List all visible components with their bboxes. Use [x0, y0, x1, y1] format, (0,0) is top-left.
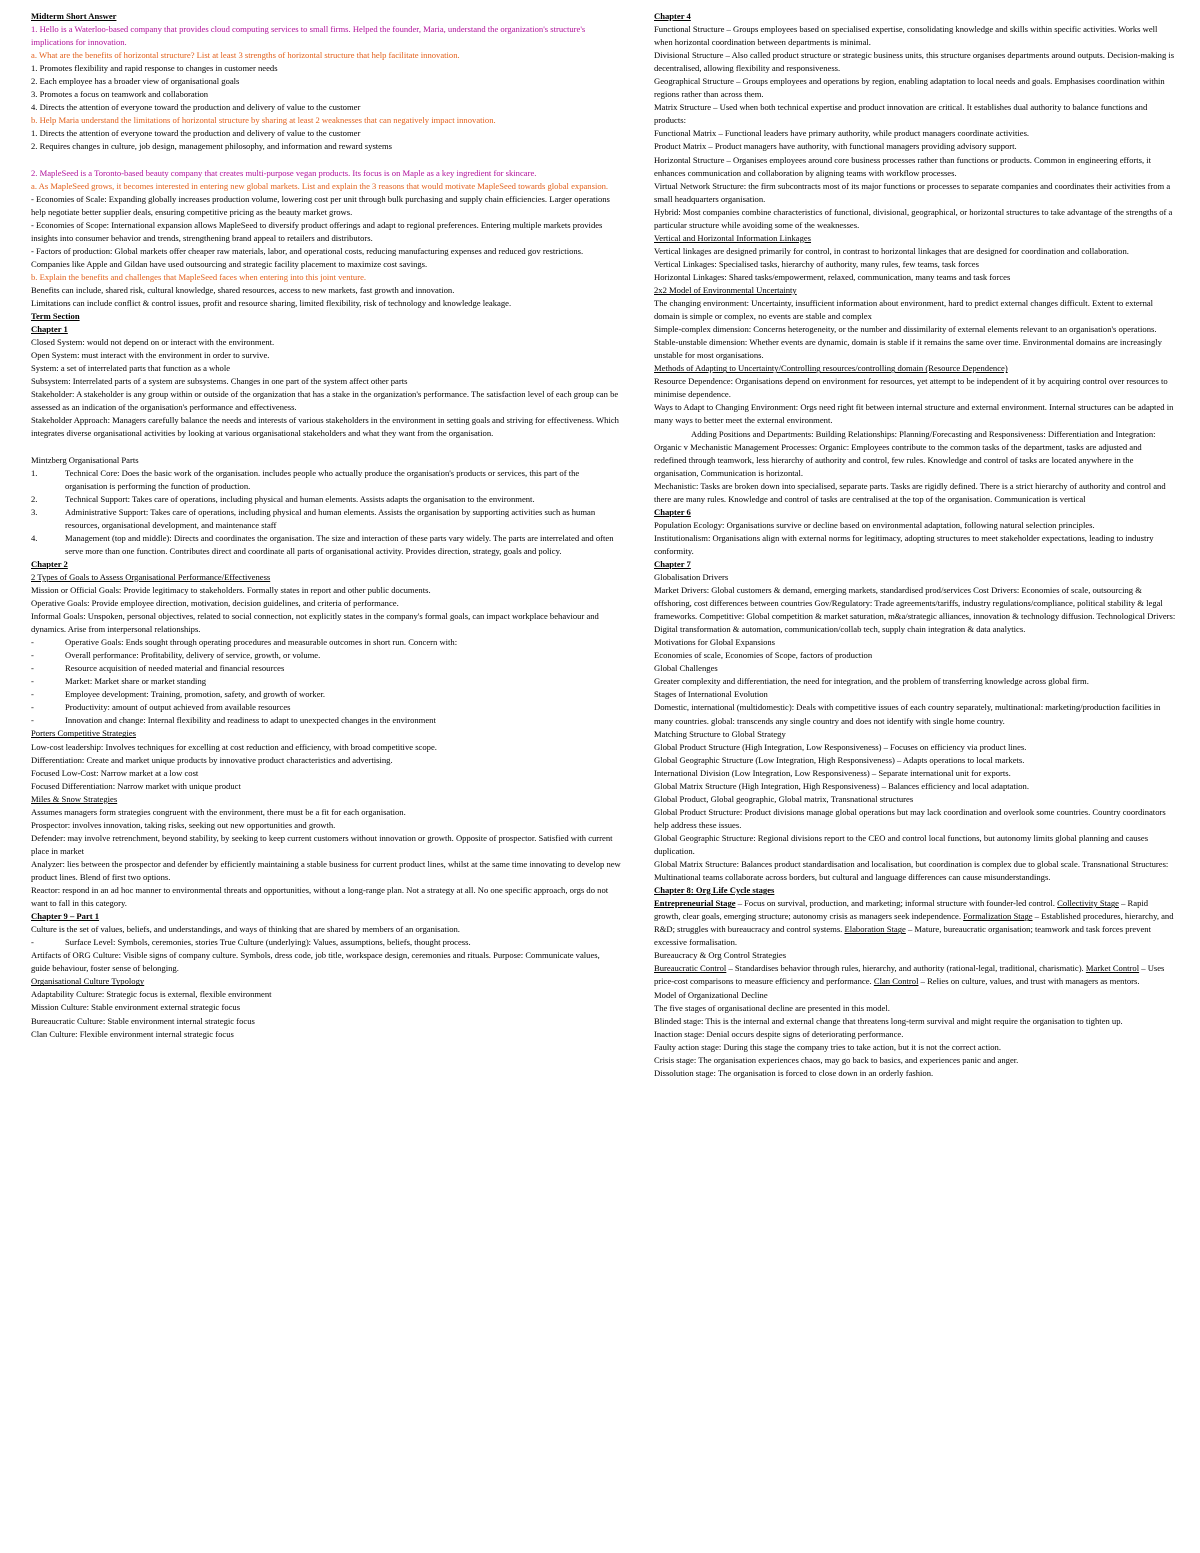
chapter-8-heading: Chapter 8: Org Life Cycle stages	[654, 885, 775, 896]
chapter-1-heading: Chapter 1	[31, 324, 68, 335]
ch1-line: Subsystem: Interrelated parts of a system are subsystems. Changes in one part of the system affect other parts	[31, 376, 408, 387]
bullet-text: Innovation and change: Internal flexibility and readiness to adapt to unexpected changes in the environment	[65, 715, 436, 726]
decline-line: Dissolution stage: The organisation is forced to close down in an orderly fashion.	[654, 1067, 934, 1078]
decline-line: Blinded stage: This is the internal and external change that threatens long-term survival and might require the organisation to tighten up.	[654, 1015, 1123, 1026]
ch7-line: Market Drivers: Global customers & demand, emerging markets, standardised prod/services Cost Drivers: Economies of scale, outsourcing & offshoring, cost differences between countries Gov/Regulatory: Trade agreements/tariffs, industry regulations/compliance, political stability & legal frameworks. Competitive: Global competition & market saturation, m&a/strategic alliances, innovation & technology diffusion. Technological Drivers: Digital transformation & automation, communication/collab tech, supply chain integration & data analytics.	[654, 585, 1176, 635]
list-number: 2.	[31, 493, 38, 504]
mechanistic-line: Mechanistic: Tasks are broken down into specialised, separate parts. Tasks are rigidly defined. There is a strict hierarchy of authority and control and there are many rules. Knowledge and control of tasks are centralised at the top of the organisation. Communication is vertical	[654, 480, 1166, 504]
mintzberg-item	[31, 506, 621, 532]
ch7-line: Global Geographic Structure (Low Integration, High Responsiveness) – Adapts operations to local markets.	[654, 754, 1025, 765]
ch4-line: Virtual Network Structure: the firm subcontracts most of its major functions or processes to separate companies and coordinates their activities from a small headquarters organisation.	[654, 180, 1171, 204]
stage-text: – Established procedures, hierarchy, and R&D; struggles with bureaucracy and control systems.	[654, 911, 1174, 935]
linkages-line: Horizontal Linkages: Shared tasks/empowerment, relaxed, communication, many teams and task forces	[654, 271, 1011, 282]
typology-line: Adaptability Culture: Strategic focus is external, flexible environment	[31, 989, 272, 1000]
porter-title: Porters Competitive Strategies	[31, 728, 137, 739]
ch1-line: Closed System: would not depend on or interact with the environment.	[31, 337, 275, 348]
question-2b: b. Explain the benefits and challenges that MapleSeed faces when entering into this joint venture.	[31, 271, 367, 282]
ch1-line: Open System: must interact with the environment in order to survive.	[31, 350, 270, 361]
ch8-stages	[654, 897, 1176, 949]
answer-2a-3: - Factors of production: Global markets offer cheaper raw materials, labor, and operational costs, reducing manufacturing expenses and reduced gov restrictions. Companies like Apple and Gildan have used outsourcing and strategic facility placement to maximize cost savings.	[31, 245, 584, 269]
ch4-line: Functional Structure – Groups employees based on specialised expertise, consolidating knowledge and skills within specific activities. Works well when horizontal coordination between departments is minimal.	[654, 24, 1158, 48]
stage-collectivity: Collectivity Stage	[1057, 898, 1119, 909]
ch4-line: Horizontal Structure – Organises employees around core business processes rather than functions or products. Common in engineering efforts, it enhances communication and collaboration by aligning teams with workflow processes.	[654, 154, 1152, 178]
ch2-line: Mission or Official Goals: Provide legitimacy to stakeholders. Formally states in report and other public documents.	[31, 584, 431, 595]
control-text: – Relies on culture, values, and trust with managers as mentors.	[918, 976, 1140, 987]
ch1-line: Stakeholder: A stakeholder is any group within or outside of the organization that has a stake in the organization's performance. The satisfaction level of each group can be assessed as an indication of the organisation's performance and effectiveness.	[31, 389, 619, 413]
decline-line: Faulty action stage: During this stage the company tries to take action, but it is not the correct action.	[654, 1041, 1002, 1052]
ch7-line: Matching Structure to Global Strategy	[654, 728, 786, 739]
linkages-line: Vertical Linkages: Specialised tasks, hierarchy of authority, many rules, few teams, task forces	[654, 258, 979, 269]
miles-line: Reactor: respond in an ad hoc manner to environmental threats and opportunities, without a long-range plan. Not a strategy at all. No one specific approach, orgs do not want to fall in this category.	[31, 885, 609, 909]
ch7-line: Greater complexity and differentiation, the need for integration, and the problem of transferring knowledge across global firm.	[654, 676, 1089, 687]
ch2-subheading: 2 Types of Goals to Assess Organisational Performance/Effectiveness	[31, 571, 271, 582]
bullet-text: Market: Market share or market standing	[65, 676, 207, 687]
question-1a: a. What are the benefits of horizontal structure? List at least 3 strengths of horizontal structure that help facilitate innovation.	[31, 50, 460, 61]
chapter-4-heading: Chapter 4	[654, 11, 691, 21]
mintzberg-item	[31, 532, 621, 558]
answer-2a-1: - Economies of Scale: Expanding globally increases production volume, lowering cost per unit through bulk purchasing and supply chain efficiencies. Larger operations help negotiate better supplier deals, ensuring competitive pricing as the beauty market grows.	[31, 193, 610, 217]
mintzberg-item	[31, 493, 621, 506]
mintzberg-item	[31, 467, 621, 493]
answer-2b-1: Benefits can include, shared risk, cultural knowledge, shared resources, access to new markets, fast growth and innovation.	[31, 284, 455, 295]
ch4-line: Hybrid: Most companies combine characteristics of functional, divisional, geographical, or horizontal structures to take advantage of the strengths of a particular structure while avoiding some of the weaknesses.	[654, 206, 1173, 230]
methods-title: Methods of Adapting to Uncertainty/Controlling resources/controlling domain (Resource Dependence)	[654, 363, 1008, 374]
left-column	[31, 10, 621, 1041]
answer-1a-4: 4. Directs the attention of everyone toward the production and delivery of value to the customer	[31, 102, 361, 113]
miles-line: Analyzer: lies between the prospector and defender by efficiently maintaining a stable business for current product lines, whilst at the same time innovating to develop new product lines. Blend of first two options.	[31, 858, 621, 882]
answer-1a-3: 3. Promotes a focus on teamwork and collaboration	[31, 89, 209, 100]
ch4-line: Geographical Structure – Groups employees and operations by region, enabling adaptation to local needs and goals. Emphasises coordination within regions rather than across them.	[654, 76, 1165, 100]
stage-elaboration: Elaboration Stage	[844, 924, 906, 935]
bullet-text: Resource acquisition of needed material and financial resources	[65, 663, 285, 674]
control-strategies	[654, 962, 1176, 988]
bullet-text: Operative Goals: Ends sought through operating procedures and measurable outcomes in short run. Concern with:	[65, 637, 458, 648]
ch9-line: Culture is the set of values, beliefs, and understandings, and ways of thinking that are shared by members of an organisation.	[31, 924, 460, 935]
ch7-line: Domestic, international (multidomestic): Deals with competitive issues of each country separately, multinational: marketing/production facilities in many countries. global: transcends any single country and does not identify with single home country.	[654, 702, 1161, 726]
chapter-9-heading: Chapter 9 – Part 1	[31, 911, 100, 922]
linkages-line: Vertical linkages are designed primarily for control, in contrast to horizontal linkages that are designed for coordination and collaboration.	[654, 245, 1129, 256]
ch1-line: System: a set of interrelated parts that function as a whole	[31, 363, 231, 374]
ch9-artifacts: Artifacts of ORG Culture: Visible signs of company culture. Symbols, dress code, job title, workspace design, ceremonies and rituals. Purpose: Communicate values, guide behaviour, foster sense of belonging.	[31, 950, 600, 974]
ch7-line: Global Geographic Structure: Regional divisions report to the CEO and control local functions, but autonomy limits global planning and causes duplication.	[654, 832, 1149, 856]
ch7-line: Globalisation Drivers	[654, 572, 729, 583]
clan-control: Clan Control	[873, 976, 919, 987]
ch7-line: Global Product Structure: Product divisions manage global operations but may lack coordination and overlook some countries. Country coordinators help address these issues.	[654, 806, 1166, 830]
list-text: Technical Support: Takes care of operations, including physical and human elements. Assists adapts the organisation to the environment.	[65, 493, 535, 504]
methods-line: Resource Dependence: Organisations depend on environment for resources, yet attempt to be independent of it by acquiring control over resources to minimise dependence.	[654, 376, 1168, 400]
ch2-line: Informal Goals: Unspoken, personal objectives, related to social connection, not explicitly states in the company's formal goals, can impact workplace behaviour and dynamics. Arise from interpersonal relationships.	[31, 611, 599, 635]
right-column	[654, 10, 1176, 1080]
answer-2b-2: Limitations can include conflict & control issues, profit and resource sharing, limited flexibility, risk of technology and knowledge leakage.	[31, 297, 512, 308]
market-control: Market Control	[1085, 963, 1140, 974]
ch4-line: Functional Matrix – Functional leaders have primary authority, while product managers coordinate activities.	[654, 128, 1030, 139]
list-number: 3.	[31, 506, 38, 517]
ch7-line: Stages of International Evolution	[654, 689, 768, 700]
decline-line: The five stages of organisational decline are presented in this model.	[654, 1002, 890, 1013]
ch7-line: Global Challenges	[654, 663, 718, 674]
methods-line: Ways to Adapt to Changing Environment: Orgs need right fit between internal structure and external environment. Internal structures can be adapted in many ways to better meet the external environment.	[654, 402, 1174, 426]
typology-line: Mission Culture: Stable environment external strategic focus	[31, 1002, 241, 1013]
answer-1b-2: 2. Requires changes in culture, job design, management philosophy, and information and reward systems	[31, 141, 393, 152]
methods-indent: Adding Positions and Departments: Building Relationships: Planning/Forecasting and Responsiveness: Differentiation and Integration:	[691, 428, 1156, 439]
uncertainty-line: The changing environment: Uncertainty, insufficient information about environment, hard to predict external changes difficult. Extent to external domain is simple or complex, no events are stable and complex	[654, 298, 1154, 322]
ch7-line: Global Product Structure (High Integration, Low Responsiveness) – Focuses on efficiency via product lines.	[654, 741, 1027, 752]
ch7-line: International Division (Low Integration, Low Responsiveness) – Separate international unit for exports.	[654, 767, 1011, 778]
ch2-bullet: - Innovation and change: Internal flexibility and readiness to adapt to unexpected changes in the environment	[31, 714, 621, 727]
answer-1a-1: 1. Promotes flexibility and rapid response to changes in customer needs	[31, 63, 278, 74]
control-text: – Standardises behavior through rules, hierarchy, and authority (rational-legal, traditional, charismatic).	[726, 963, 1086, 974]
bullet-text: Overall performance: Profitability, delivery of service, growth, or volume.	[65, 650, 321, 661]
stage-entrepreneurial: Entrepreneurial Stage	[654, 898, 736, 909]
question-2: 2. MapleSeed is a Toronto-based beauty company that creates multi-purpose vegan products. Its focus is on Maple as a key ingredient for skincare.	[31, 167, 537, 178]
answer-1a-2: 2. Each employee has a broader view of organisational goals	[31, 76, 240, 87]
term-section-heading: Term Section	[31, 311, 80, 322]
porter-line: Differentiation: Create and market unique products by innovative product characteristics and advertising.	[31, 754, 393, 765]
ch2-bullet: - Market: Market share or market standing	[31, 675, 621, 688]
linkages-title: Vertical and Horizontal Information Linkages	[654, 232, 812, 243]
stage-text: – Mature, bureaucratic organisation; teamwork and task forces prevent excessive formalisation.	[654, 924, 1151, 948]
ch6-line: Population Ecology: Organisations survive or decline based on environmental adaptation, following natural selection principles.	[654, 519, 1095, 530]
bureaucratic-control: Bureaucratic Control	[654, 963, 727, 974]
question-2a: a. As MapleSeed grows, it becomes interested in entering new global markets. List and explain the 3 reasons that would motivate MapleSeed towards global expansion.	[31, 180, 609, 191]
ch6-line: Institutionalism: Organisations align with external norms for legitimacy, adopting structures to meet stakeholder expectations, leading to industry conformity.	[654, 532, 1154, 556]
ch2-bullet: - Employee development: Training, promotion, safety, and growth of worker.	[31, 688, 621, 701]
uncertainty-line: Stable-unstable dimension: Whether events are dynamic, domain is stable if it remains the same over time. Environmental domains are increasingly unstable for most organisations.	[654, 337, 1162, 361]
ch9-bullet: - Surface Level: Symbols, ceremonies, stories True Culture (underlying): Values, assumptions, beliefs, thought process.	[31, 936, 621, 949]
miles-title: Miles & Snow Strategies	[31, 793, 118, 804]
ch7-line: Global Matrix Structure: Balances product standardisation and localisation, but coordination is complex due to global scale. Transnational Structures: Multinational teams collaborate across borders, but cultural and language differences can cause misunderstandings.	[654, 859, 1169, 883]
bullet-text: Surface Level: Symbols, ceremonies, stories True Culture (underlying): Values, assumptions, beliefs, thought process.	[65, 937, 471, 948]
stage-formalization: Formalization Stage	[963, 911, 1033, 922]
list-text: Administrative Support: Takes care of operations, including physical and human elements. Assists the organisation by supporting activities such as human resources, organisational development, and maintenance staff	[65, 506, 596, 530]
ch7-line: Economies of scale, Economies of Scope, factors of production	[654, 650, 873, 661]
ch4-line: Product Matrix – Product managers have authority, with functional managers providing advisory support.	[654, 141, 1017, 152]
bullet-text: Employee development: Training, promotion, safety, and growth of worker.	[65, 689, 326, 700]
ch7-line: Global Product, Global geographic, Global matrix, Transnational structures	[654, 793, 914, 804]
list-number: 1.	[31, 467, 38, 478]
ch1-line: Stakeholder Approach: Managers carefully balance the needs and interests of various stakeholders in the environment in setting goals and striving for effectiveness. Which integrates diverse organisational activities by looking at various organisational stakeholders and what they want from the organisation.	[31, 415, 619, 439]
typology-line: Clan Culture: Flexible environment internal strategic focus	[31, 1028, 234, 1039]
stage-text: – Rapid growth, clear goals, emerging structure; autonomy crisis as managers seek independence.	[654, 898, 1149, 922]
porter-line: Focused Differentiation: Narrow market with unique product	[31, 780, 241, 791]
porter-line: Low-cost leadership: Involves techniques for excelling at cost reduction and efficiency, with broad competitive scope.	[31, 741, 437, 752]
list-text: Technical Core: Does the basic work of the organisation. includes people who actually produce the organisation's products or services, this part of the organisation is performing the function of production.	[65, 467, 580, 491]
question-1: 1. Hello is a Waterloo-based company that provides cloud computing services to small firms. Helped the founder, Maria, understand the organization's structure's implications for innovation.	[31, 24, 586, 48]
stage-text: – Focus on survival, production, and marketing; informal structure with founder-led control.	[735, 898, 1058, 909]
midterm-title: Midterm Short Answer	[31, 11, 117, 21]
porter-line: Focused Low-Cost: Narrow market at a low cost	[31, 767, 199, 778]
ch7-line: Global Matrix Structure (High Integration, High Responsiveness) – Balances efficiency and local adaptation.	[654, 780, 1029, 791]
typology-line: Bureaucratic Culture: Stable environment internal strategic focus	[31, 1015, 255, 1026]
mintzberg-title: Mintzberg Organisational Parts	[31, 454, 139, 465]
control-text: – Uses price-cost comparisons to measure efficiency and performance.	[654, 963, 1165, 987]
decline-line: Model of Organizational Decline	[654, 989, 768, 1000]
list-text: Management (top and middle): Directs and coordinates the organisation. The size and interaction of these parts vary widely. The parts are interrelated and often serve more than one function. Contributes direct and coordinate all parts of organisational activity. Provides direction, strategy, goals and policy.	[65, 532, 614, 556]
ch4-line: Matrix Structure – Used when both technical expertise and product innovation are critical. It establishes dual authority to balance functions and products:	[654, 102, 1148, 126]
decline-line: Inaction stage: Denial occurs despite signs of deteriorating performance.	[654, 1028, 904, 1039]
answer-1b-1: 1. Directs the attention of everyone toward the production and delivery of value to the customer	[31, 128, 361, 139]
ch2-bullet: - Productivity: amount of output achieved from available resources	[31, 701, 621, 714]
typology-title: Organisational Culture Typology	[31, 976, 145, 987]
question-1b: b. Help Maria understand the limitations of horizontal structure by sharing at least 2 weaknesses that can negatively impact innovation.	[31, 115, 496, 126]
chapter-6-heading: Chapter 6	[654, 506, 691, 517]
uncertainty-line: Simple-complex dimension: Concerns heterogeneity, or the number and dissimilarity of external elements relevant to an organisation's operations.	[654, 324, 1157, 335]
ch4-line: Divisional Structure – Also called product structure or strategic business units, this structure organises departments around outputs. Decision-making is decentralised, allowing flexibility and responsiveness.	[654, 50, 1175, 74]
miles-line: Prospector: involves innovation, taking risks, seeking out new opportunities and growth.	[31, 819, 336, 830]
decline-line: Crisis stage: The organisation experiences chaos, may go back to basics, and experiences panic and anger.	[654, 1054, 1019, 1065]
organic-line: Organic v Mechanistic Management Processes: Organic: Employees contribute to the common tasks of the department, tasks are adjusted and redefined through teamwork, less hierarchy of authority and control, few rules. Knowledge and control of tasks are located anywhere in the organisation, Communication is horizontal.	[654, 441, 1142, 478]
miles-line: Assumes managers form strategies congruent with the environment, there must be a fit for each organisation.	[31, 806, 406, 817]
chapter-7-heading: Chapter 7	[654, 558, 691, 569]
ch2-bullet: - Resource acquisition of needed material and financial resources	[31, 662, 621, 675]
bullet-text: Productivity: amount of output achieved from available resources	[65, 702, 291, 713]
uncertainty-title: 2x2 Model of Environmental Uncertainty	[654, 284, 797, 295]
ch2-line: Operative Goals: Provide employee direction, motivation, decision guidelines, and criteria of performance.	[31, 598, 399, 609]
chapter-2-heading: Chapter 2	[31, 558, 68, 569]
ch7-line: Motivations for Global Expansions	[654, 637, 776, 648]
miles-line: Defender: may involve retrenchment, beyond stability, by seeking to keep current customers without innovation or growth. Opposite of prospector. Satisfied with current place in market	[31, 832, 613, 856]
bureau-title: Bureaucracy & Org Control Strategies	[654, 950, 787, 961]
list-number: 4.	[31, 532, 38, 543]
ch2-bullet: - Overall performance: Profitability, delivery of service, growth, or volume.	[31, 649, 621, 662]
ch2-bullet: - Operative Goals: Ends sought through operating procedures and measurable outcomes in short run. Concern with:	[31, 636, 621, 649]
answer-2a-2: - Economies of Scope: International expansion allows MapleSeed to diversify product offerings and adapt to regional preferences. Entering multiple markets provides insights into consumer behavior and trends, strengthening brand appeal to retailers and distributors.	[31, 219, 603, 243]
